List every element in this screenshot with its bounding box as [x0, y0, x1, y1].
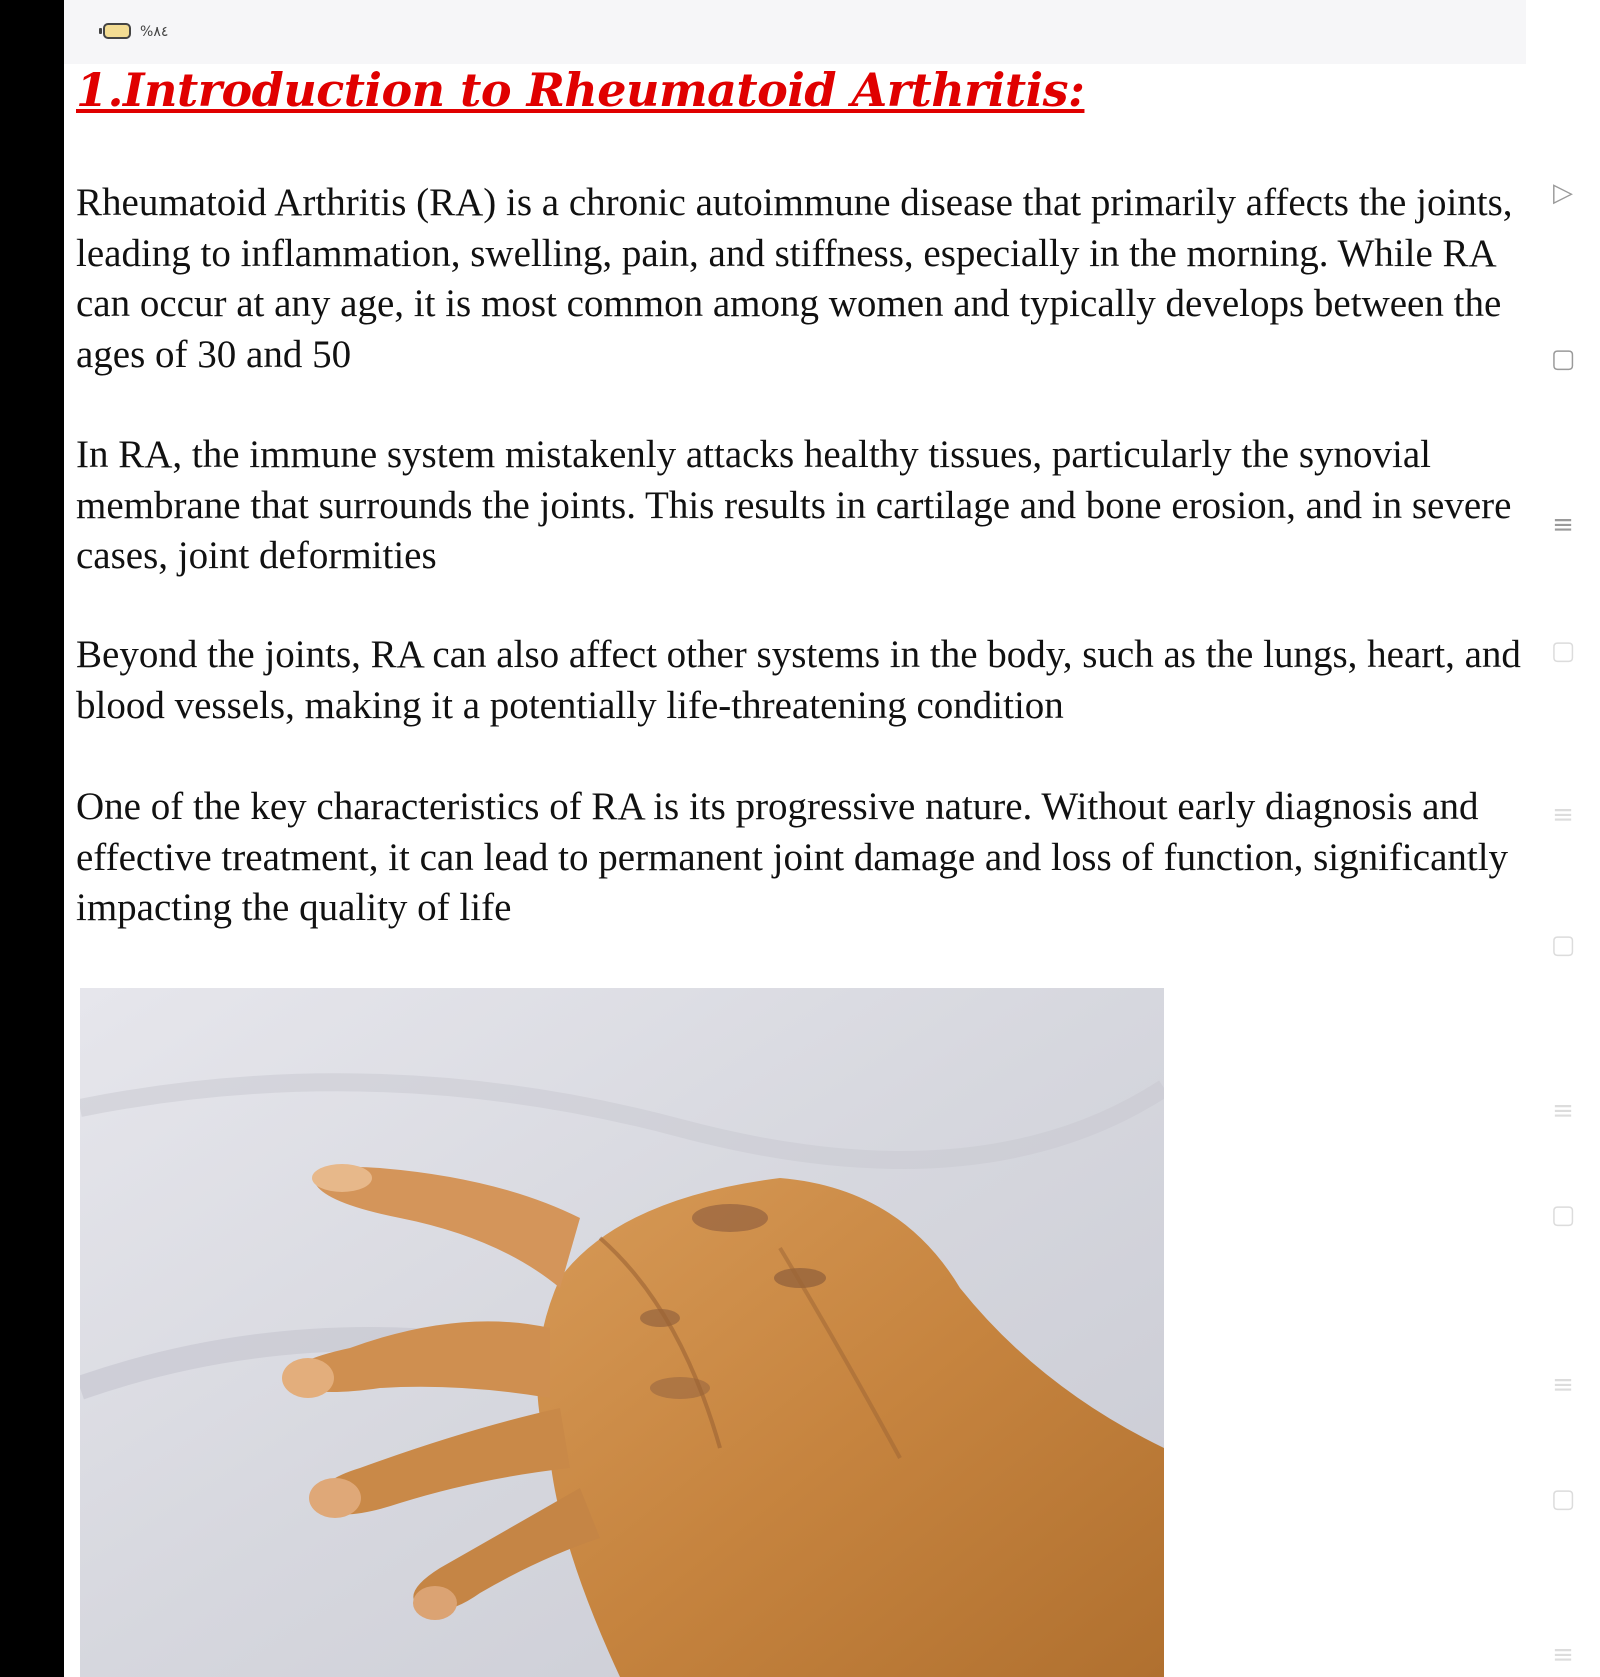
paragraph-progressive: One of the key characteristics of RA is its progressive nature. Without early diagnosis and effective treatment, it can lead to permanent joint damage and loss of function, significantly impacting the quality of life — [76, 785, 1509, 929]
status-bar — [64, 0, 1526, 64]
page-title: 1.Introduction to Rheumatoid Arthritis: — [76, 63, 1085, 117]
recents-icon[interactable]: ≡ — [1552, 800, 1574, 830]
side-navigation — [1546, 0, 1580, 1677]
recents-icon[interactable]: ≡ — [1552, 510, 1574, 540]
left-edge-bar — [0, 0, 64, 1677]
hand-photo — [80, 988, 1164, 1677]
recents-icon[interactable]: ≡ — [1552, 1370, 1574, 1400]
document-content — [76, 63, 1526, 929]
rheumatoid-hand-illustration — [80, 988, 1164, 1677]
recents-icon[interactable]: ≡ — [1552, 1640, 1574, 1670]
home-icon[interactable]: ▢ — [1550, 344, 1576, 374]
battery-percentage: %٨٤ — [140, 24, 169, 40]
paragraph-immune: In RA, the immune system mistakenly attacks healthy tissues, particularly the synovial membrane that surrounds the joints. This results in cartilage and bone erosion, and in severe cases, joint deformities — [76, 433, 1512, 577]
home-icon[interactable]: ▢ — [1550, 930, 1576, 960]
paragraph-intro: Rheumatoid Arthritis (RA) is a chronic autoimmune disease that primarily affects the joints, leading to inflammation, swelling, pain, and stiffness, especially in the morning. While RA can occur at any age, it is most common among women and typically develops between the ages of 30 and 50 — [76, 181, 1513, 376]
battery-icon — [103, 23, 131, 39]
battery-tip — [99, 28, 102, 34]
back-icon[interactable]: ▷ — [1553, 178, 1573, 208]
paragraph-systems: Beyond the joints, RA can also affect other systems in the body, such as the lungs, heart, and blood vessels, making it a potentially life-threatening condition — [76, 633, 1521, 727]
home-icon[interactable]: ▢ — [1550, 636, 1576, 666]
home-icon[interactable]: ▢ — [1550, 1200, 1576, 1230]
home-icon[interactable]: ▢ — [1550, 1484, 1576, 1514]
recents-icon[interactable]: ≡ — [1552, 1096, 1574, 1126]
